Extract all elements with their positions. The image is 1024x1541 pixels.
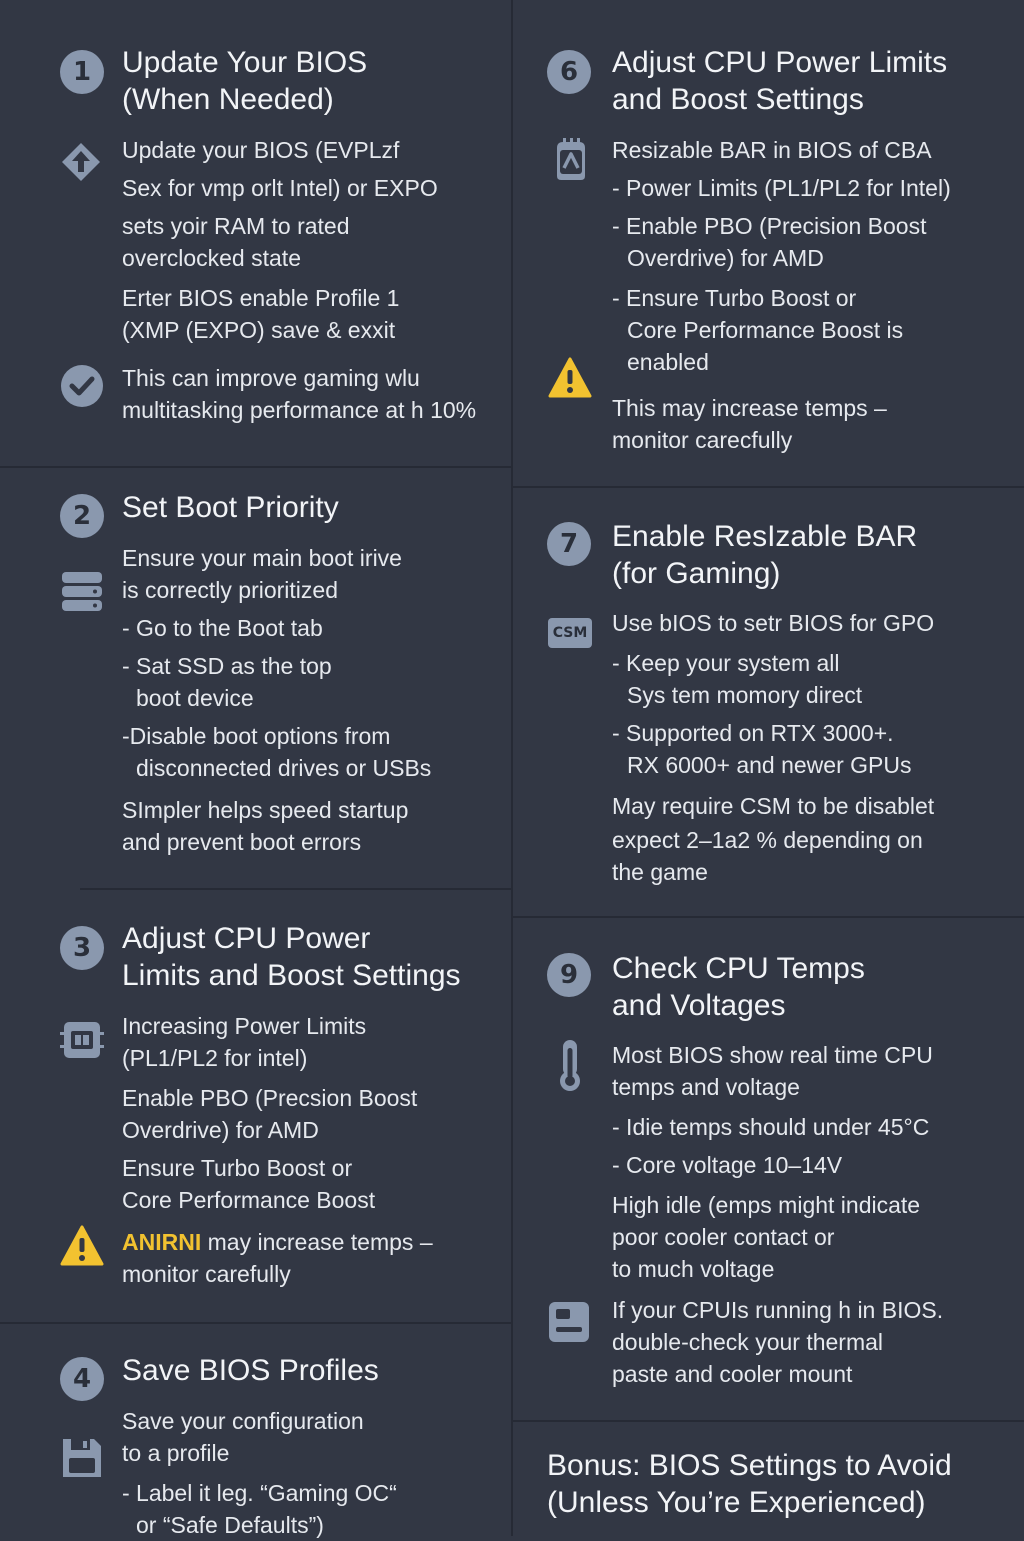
text-line: This may increase temps – (612, 395, 887, 421)
text-line: multitasking performance at h 10% (122, 397, 477, 423)
csm-icon-label: CSM (552, 625, 588, 641)
text-line: Update your BIOS (EVPLzf (122, 137, 400, 163)
row-divider (0, 1322, 511, 1324)
text-line: Ensure Turbo Boost or (122, 1155, 353, 1181)
text-line: - Idie temps should under 45°C (612, 1114, 930, 1140)
text-line: enabled (627, 349, 709, 375)
text-line: Use bIOS to setr BIOS for GPO (612, 610, 935, 636)
text-line: Sys tem momory direct (627, 682, 863, 708)
row-divider (513, 916, 1024, 918)
text-line: sets yoir RAM to rated (122, 213, 350, 239)
text-line: Core Performance Boost (122, 1187, 376, 1213)
bonus-title: Bonus: BIOS Settings to Avoid (547, 1449, 952, 1482)
text-line: -Disable boot options from (122, 723, 391, 749)
section-title: Adjust CPU Power (122, 922, 371, 955)
section-title: Set Boot Priority (122, 491, 339, 524)
row-divider (513, 486, 1024, 488)
section-title: (When Needed) (122, 83, 334, 116)
text-line: Increasing Power Limits (122, 1013, 367, 1039)
text-line: to much voltage (612, 1256, 775, 1282)
text-line: This can improve gaming wlu (122, 365, 420, 391)
section-title: Adjust CPU Power Limits (612, 46, 948, 79)
column-divider (511, 0, 513, 1536)
text-line: and prevent boot errors (122, 829, 362, 855)
drive-stack-icon (60, 570, 104, 614)
text-line: - Sat SSD as the top (122, 653, 332, 679)
floppy-disk-icon (60, 1436, 104, 1480)
text-line: Save your configuration (122, 1408, 364, 1434)
warning-icon (548, 356, 592, 400)
step-number-badge: 4 (60, 1357, 104, 1401)
text-line: is correctly prioritized (122, 577, 338, 603)
text-line: High idle (emps might indicate (612, 1192, 921, 1218)
text-line: Overdrive) for AMD (122, 1117, 319, 1143)
bonus-subtitle: (Unless You’re Experienced) (547, 1486, 926, 1519)
text-line: double-check your thermal (612, 1329, 884, 1355)
step-number-badge: 2 (60, 494, 104, 538)
section-title: Check CPU Temps (612, 952, 865, 985)
text-line: - Supported on RTX 3000+. (612, 720, 894, 746)
text-line: or “Safe Defaults”) (136, 1512, 324, 1538)
text-line: Ensure your main boot irive (122, 545, 402, 571)
step-number-badge: 3 (60, 926, 104, 970)
text-line: Overdrive) for AMD (627, 245, 824, 271)
step-number-badge: 1 (60, 50, 104, 94)
text-line: May require CSM to be disablet (612, 793, 935, 819)
text-line: - Label it leg. “Gaming OC“ (122, 1480, 397, 1506)
step-number-badge: 6 (547, 50, 591, 94)
text-line: paste and cooler mount (612, 1361, 853, 1387)
row-divider (0, 466, 511, 468)
text-line: - Power Limits (PL1/PL2 for Intel) (612, 175, 951, 201)
cpu-chip-icon (60, 1018, 104, 1062)
step-number-badge: 9 (547, 953, 591, 997)
section-title: (for Gaming) (612, 557, 781, 590)
csm-icon (548, 618, 592, 648)
text-line (122, 1226, 433, 1258)
text-line: overclocked state (122, 245, 301, 271)
bios-chip-icon (549, 138, 593, 182)
text-line: poor cooler contact or (612, 1224, 835, 1250)
warning-text: may increase temps – (201, 1229, 433, 1255)
text-line: SImpler helps speed startup (122, 797, 409, 823)
warning-label: ANIRNI (122, 1229, 202, 1255)
text-line: - Go to the Boot tab (122, 615, 323, 641)
text-line: Core Performance Boost is (627, 317, 904, 343)
text-line: If your CPUIs running h in BIOS. (612, 1297, 944, 1323)
row-divider (80, 888, 511, 890)
row-divider (513, 1420, 1024, 1422)
upload-arrow-icon (59, 140, 103, 184)
text-line: monitor carefully (122, 1261, 291, 1287)
text-line: (XMP (EXPO) save & exxit (122, 317, 396, 343)
text-line: Resizable BAR in BIOS of CBA (612, 137, 932, 163)
text-line: - Core voltage 10–14V (612, 1152, 843, 1178)
section-title: and Voltages (612, 989, 786, 1022)
thermometer-icon (554, 1038, 586, 1092)
text-line: the game (612, 859, 708, 885)
text-line: boot device (136, 685, 254, 711)
text-line: - Keep your system all (612, 650, 840, 676)
text-line: disconnected drives or USBs (136, 755, 432, 781)
section-title: and Boost Settings (612, 83, 864, 116)
step-number-badge: 7 (547, 522, 591, 566)
monitor-icon (547, 1300, 591, 1344)
text-line: RX 6000+ and newer GPUs (627, 752, 912, 778)
section-title: Enable ResIzable BAR (612, 520, 918, 553)
text-line: - Ensure Turbo Boost or (612, 285, 857, 311)
text-line: monitor carecfully (612, 427, 793, 453)
section-title: Save BIOS Profiles (122, 1354, 379, 1387)
text-line: temps and voltage (612, 1074, 800, 1100)
text-line: Most BIOS show real time CPU (612, 1042, 933, 1068)
text-line: Erter BIOS enable Profile 1 (122, 285, 400, 311)
text-line: Enable PBO (Precsion Boost (122, 1085, 418, 1111)
section-title: Update Your BIOS (122, 46, 368, 79)
check-circle-icon (60, 364, 104, 408)
text-line: - Enable PBO (Precision Boost (612, 213, 927, 239)
text-line: to a profile (122, 1440, 230, 1466)
text-line: Sex for vmp orlt Intel) or EXPO (122, 175, 438, 201)
section-title: Limits and Boost Settings (122, 959, 461, 992)
text-line: (PL1/PL2 for intel) (122, 1045, 308, 1071)
warning-icon (60, 1224, 104, 1268)
text-line: expect 2–1a2 % depending on (612, 827, 923, 853)
